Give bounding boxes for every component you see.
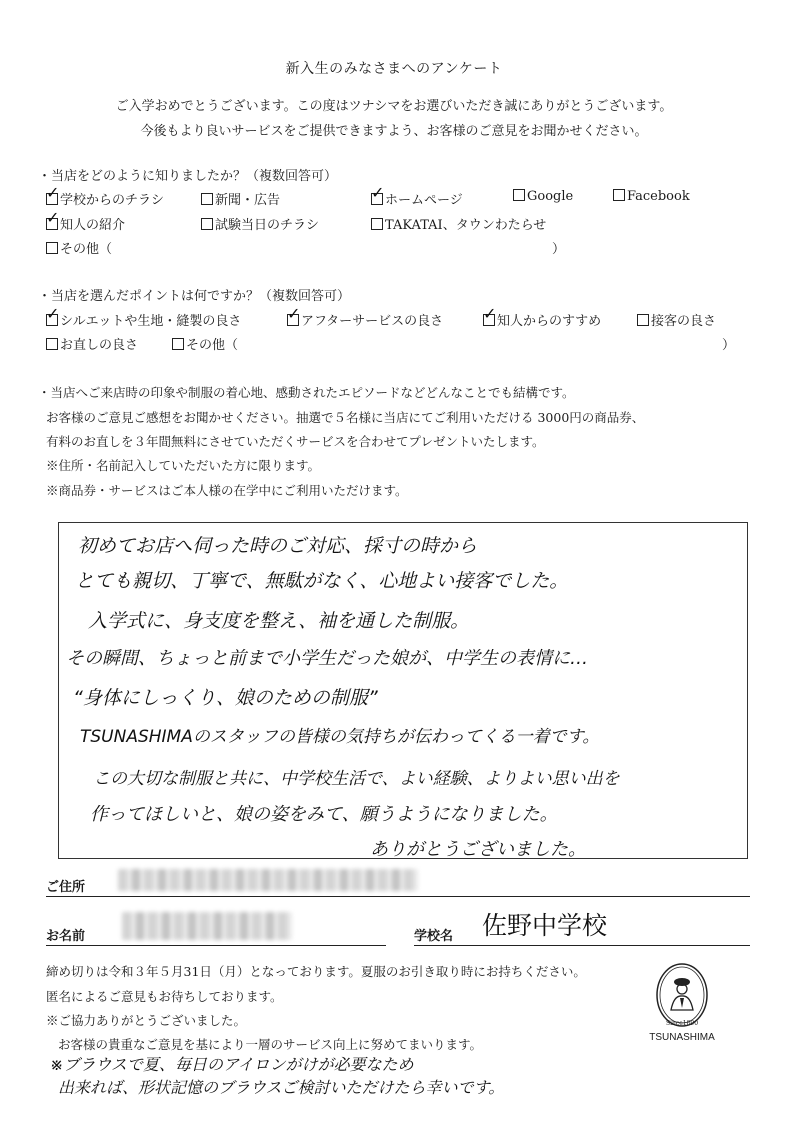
comment-line-3: 入学式に、身支度を整え、袖を通した制服。 [88,610,470,632]
q1-option-exam-flyer[interactable]: 試験当日のチラシ [201,214,319,233]
checkbox[interactable] [46,183,60,205]
check-mark-icon: ✓ [371,183,385,202]
q2-option-customer-service[interactable]: 接客の良さ [637,310,716,329]
name-redacted [122,912,292,940]
q1-option-google[interactable]: Google [513,189,573,204]
q1-option-newspaper[interactable]: 新聞・広告 [201,189,280,208]
q2-option-recommendation[interactable]: ✓ 知人からのすすめ [483,304,602,329]
q2-option-silhouette[interactable]: ✓ シルエットや生地・縫製の良さ [46,304,242,329]
q3-note-1: ※住所・名前記入していただいた方に限ります。 [46,458,321,473]
checkbox[interactable] [46,338,58,350]
check-mark-icon: ✓ [46,208,60,227]
checkbox[interactable] [513,189,525,201]
q1-option-takatai[interactable]: TAKATAI、タウンわたらせ [371,214,546,233]
school-label: 学校名 [414,929,454,944]
intro-line-2: 今後もより良いサービスをご提供できますよう、お客様のご意見をお聞かせください。 [140,124,648,139]
school-value: 佐野中学校 [482,911,608,940]
q3-line-3: 有料のお直しを３年間無料にさせていただくサービスを合わせてプレゼントいたします。 [46,434,545,449]
q3-line-1: ・当店へご来店時の印象や制服の着心地、感動されたエピソードなどどんなことでも結構です。 [38,385,575,400]
checkbox[interactable] [371,218,383,230]
intro-line-1: ご入学おめでとうございます。この度はツナシマをお選びいただき誠にありがとうございます。 [115,99,673,114]
checkbox[interactable] [201,193,213,205]
checkbox[interactable] [201,218,213,230]
comment-line-7: この大切な制服と共に、中学校生活で、よい経験、よりよい思い出を [93,769,620,789]
checkbox[interactable] [287,304,301,326]
footer-line-4: お客様の貴重なご意見を基により一層のサービス向上に努めてまいります。 [58,1037,483,1052]
checkbox[interactable] [172,338,184,350]
logo-brand: TSUNASHIMA [649,1032,715,1043]
q3-note-2: ※商品券・サービスはご本人様の在学中にご利用いただけます。 [46,483,408,498]
address-line[interactable] [46,896,750,897]
checkbox[interactable] [46,208,60,230]
logo-since: Since1890 [665,1020,699,1027]
footer-line-1: 締め切りは令和３年５月31日（月）となっております。夏服のお引き取り時にお持ちください。 [46,964,586,979]
name-label: お名前 [46,929,86,944]
address-redacted [118,869,418,891]
q2-other-close-paren: ） [722,338,736,353]
comment-line-6: TSUNASHIMAのスタッフの皆様の気持ちが伝わってくる一着です。 [80,727,600,747]
q1-option-school-flyer[interactable]: ✓ 学校からのチラシ [46,183,165,208]
q2-option-alterations[interactable]: お直しの良さ [46,334,138,353]
survey-title: 新入生のみなさまへのアンケート [285,61,503,77]
comment-line-4: その瞬間、ちょっと前まで小学生だった娘が、中学生の表情に… [66,648,588,669]
comment-line-9: ありがとうございました。 [370,839,586,860]
q1-option-acquaintance[interactable]: ✓ 知人の紹介 [46,208,126,233]
footer-line-3: ※ご協力ありがとうございました。 [46,1013,247,1028]
footer-handwritten-1: ※ブラウスで夏、毎日のアイロンがけが必要なため [50,1055,414,1074]
check-mark-icon: ✓ [483,304,497,323]
checkbox[interactable] [371,183,385,205]
comment-line-8: 作ってほしいと、娘の姿をみて、願うようになりました。 [90,804,558,825]
check-mark-icon: ✓ [46,183,60,202]
q3-line-2: お客様のご意見ご感想をお聞かせください。抽選で５名様に当店にてご利用いただける 3000円の商品券、 [46,410,645,425]
comment-line-5: “身体にしっくり、娘のための制服” [73,687,378,709]
check-mark-icon: ✓ [287,304,301,323]
comment-line-1: 初めてお店へ伺った時のご対応、採寸の時から [78,535,478,557]
name-line[interactable] [46,945,386,946]
school-line[interactable] [414,945,750,946]
comment-line-2: とても親切、丁寧で、無駄がなく、心地よい接客でした。 [75,570,569,592]
footer-line-2: 匿名によるご意見もお待ちしております。 [46,989,283,1004]
tsunashima-logo [644,962,720,1054]
checkbox[interactable] [46,304,60,326]
q2-option-after-service[interactable]: ✓ アフターサービスの良さ [287,304,444,329]
checkbox[interactable] [637,314,649,326]
q1-question: ・当店をどのように知りましたか？（複数回答可） [38,169,338,184]
q1-option-homepage[interactable]: ✓ ホームページ [371,183,463,208]
checkbox[interactable] [613,189,625,201]
q2-question: ・当店を選んだポイントは何ですか？（複数回答可） [38,289,351,304]
checkbox[interactable] [483,304,497,326]
q2-option-other[interactable]: その他（ [172,334,238,353]
address-label: ご住所 [46,880,86,895]
q1-other-close-paren: ） [552,242,566,257]
q1-option-facebook[interactable]: Facebook [613,189,690,204]
checkbox[interactable] [46,242,58,254]
footer-handwritten-2: 出来れば、形状記憶のブラウスご検討いただけたら幸いです。 [58,1078,505,1097]
check-mark-icon: ✓ [46,304,60,323]
q1-option-other[interactable]: その他（ [46,238,112,257]
